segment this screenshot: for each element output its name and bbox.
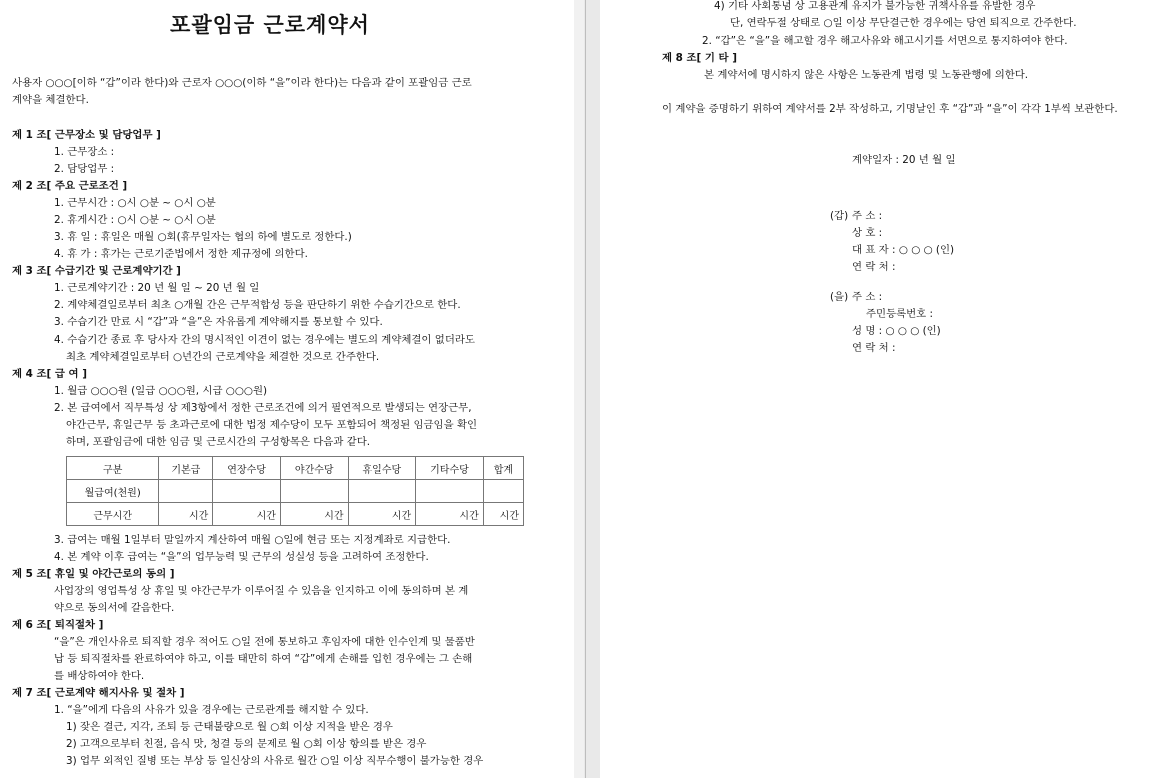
table-header-cell: 합계	[483, 457, 523, 480]
table-cell[interactable]	[159, 480, 213, 503]
article-7-subitem-4-cont: 단, 연락두절 상태로 ○일 이상 무단결근한 경우에는 당연 퇴직으로 간주한다.	[730, 17, 1077, 29]
article-6-heading: 제 6 조[ 퇴직절차 ]	[12, 619, 104, 631]
article-8-text: 본 계약서에 명시하지 않은 사항은 노동관계 법령 및 노동관행에 의한다.	[704, 69, 1029, 81]
table-cell-unit[interactable]: 시간	[348, 503, 416, 526]
party-b-resident-number: 주민등록번호 :	[866, 308, 934, 320]
article-6-text-2: 납 등 퇴직절차를 완료하여야 하고, 이를 태만히 하여 “갑”에게 손해를 입힌 경우에는 그 손해	[54, 653, 473, 665]
table-cell-unit[interactable]: 시간	[213, 503, 281, 526]
article-1-item-1: 1. 근무장소 :	[54, 146, 115, 158]
article-5-heading: 제 5 조[ 휴일 및 야간근로의 동의 ]	[12, 568, 175, 580]
table-cell[interactable]	[483, 480, 523, 503]
table-header-cell: 연장수당	[213, 457, 281, 480]
article-7-subitem-1: 1) 잦은 결근, 지각, 조퇴 등 근태불량으로 월 ○회 이상 지적을 받은 경우	[66, 721, 393, 733]
article-4-item-1: 1. 월급 ○○○원 (일급 ○○○원, 시급 ○○○원)	[54, 385, 268, 397]
article-5-text-2: 약으로 동의서에 갈음한다.	[54, 602, 175, 614]
article-1-item-2: 2. 담당업무 :	[54, 163, 115, 175]
table-header-cell: 구분	[67, 457, 159, 480]
wage-composition-table	[66, 456, 524, 526]
article-6-text-1: “을”은 개인사유로 퇴직할 경우 적어도 ○일 전에 통보하고 후임자에 대한 인수인계 및 물품반	[54, 636, 475, 648]
table-header-cell: 야간수당	[280, 457, 348, 480]
table-cell[interactable]	[416, 480, 484, 503]
table-header-cell: 기타수당	[416, 457, 484, 480]
article-3-item-1: 1. 근로계약기간 : 20 년 월 일 ~ 20 년 월 일	[54, 282, 260, 294]
article-4-heading: 제 4 조[ 급 여 ]	[12, 368, 87, 380]
party-a-label: (갑)	[830, 210, 849, 222]
article-2-item-1: 1. 근무시간 : ○시 ○분 ~ ○시 ○분	[54, 197, 216, 209]
article-3-item-4-cont: 최초 계약체결일로부터 ○년간의 근로계약을 체결한 것으로 간주한다.	[66, 351, 380, 363]
party-a-address: 주 소 :	[852, 210, 883, 222]
article-3-item-2: 2. 계약체결일로부터 최초 ○개월 간은 근무적합성 등을 판단하기 위한 수습기간으로 한다.	[54, 299, 461, 311]
article-2-heading: 제 2 조[ 주요 근로조건 ]	[12, 180, 128, 192]
article-4-item-4: 4. 본 계약 이후 급여는 “을”의 업무능력 및 근무의 성실성 등을 고려하여 조정한다.	[54, 551, 429, 563]
article-4-item-2-cont-1: 야간근무, 휴일근무 등 초과근로에 대한 법정 제수당이 모두 포함되어 책정된 임금임을 확인	[66, 419, 478, 431]
table-header-cell: 휴일수당	[348, 457, 416, 480]
table-cell-unit[interactable]: 시간	[483, 503, 523, 526]
article-7-subitem-2: 2) 고객으로부터 친절, 음식 맛, 청결 등의 문제로 월 ○회 이상 항의를 받은 경우	[66, 738, 427, 750]
left-page-scrollbar[interactable]	[574, 0, 584, 778]
party-b-contact: 연 락 처 :	[852, 342, 896, 354]
article-3-heading: 제 3 조[ 수급기간 및 근로계약기간 ]	[12, 265, 181, 277]
article-8-heading: 제 8 조[ 기 타 ]	[662, 52, 737, 64]
party-a-contact: 연 락 처 :	[852, 261, 896, 273]
article-7-subitem-4: 4) 기타 사회통념 상 고용관계 유지가 불가능한 귀책사유를 유발한 경우	[714, 0, 1036, 12]
article-7-subitem-3: 3) 업무 외적인 질병 또는 부상 등 일신상의 사유로 월간 ○일 이상 직무수행이 불가능한 경우	[66, 755, 484, 767]
party-a-representative: 대 표 자 : ○ ○ ○ (인)	[852, 244, 955, 256]
article-7-item-2: 2. “갑”은 “을”을 해고할 경우 해고사유와 해고시기를 서면으로 통지하여야 한다.	[702, 35, 1068, 47]
closing-statement: 이 계약을 증명하기 위하여 계약서를 2부 작성하고, 기명날인 후 “갑”과 “을”이 각각 1부씩 보관한다.	[662, 103, 1118, 115]
article-2-item-3: 3. 휴 일 : 휴일은 매월 ○회(휴무일자는 협의 하에 별도로 정한다.)	[54, 231, 352, 243]
intro-line-1: 사용자 ○○○[이하 “갑”이라 한다)와 근로자 ○○○(이하 “을”이라 한다)는 다음과 같이 포괄임금 근로	[12, 77, 472, 89]
table-header-row	[67, 457, 524, 480]
article-4-item-3: 3. 급여는 매월 1일부터 말일까지 계산하여 매월 ○일에 현금 또는 지정계좌로 지급한다.	[54, 534, 451, 546]
document-page-left	[0, 0, 574, 778]
table-header-cell: 기본급	[159, 457, 213, 480]
party-b-name: 성 명 : ○ ○ ○ (인)	[852, 325, 941, 337]
table-cell[interactable]	[280, 480, 348, 503]
article-6-text-3: 를 배상하여야 한다.	[54, 670, 145, 682]
article-7-heading: 제 7 조[ 근로계약 해지사유 및 절차 ]	[12, 687, 185, 699]
table-row-label: 근무시간	[67, 503, 159, 526]
table-row-label: 월급여(천원)	[67, 480, 159, 503]
article-4-item-2: 2. 본 급여에서 직무특성 상 제3항에서 정한 근로조건에 의거 필연적으로 발생되는 연장근무,	[54, 402, 472, 414]
page-divider	[585, 0, 586, 778]
article-2-item-2: 2. 휴게시간 : ○시 ○분 ~ ○시 ○분	[54, 214, 216, 226]
article-2-item-4: 4. 휴 가 : 휴가는 근로기준법에서 정한 제규정에 의한다.	[54, 248, 308, 260]
article-3-item-3: 3. 수습기간 만료 시 “갑”과 “을”은 자유롭게 계약해지를 통보할 수 있다.	[54, 316, 383, 328]
document-title: 포괄임금 근로계약서	[170, 13, 370, 37]
article-4-item-2-cont-2: 하며, 포괄임금에 대한 임금 및 근로시간의 구성항목은 다음과 같다.	[66, 436, 371, 448]
article-7-item-1: 1. “을”에게 다음의 사유가 있을 경우에는 근로관계를 해지할 수 있다.	[54, 704, 369, 716]
intro-line-2: 계약을 체결한다.	[12, 94, 89, 106]
table-cell[interactable]	[213, 480, 281, 503]
table-row	[67, 503, 524, 526]
table-cell-unit[interactable]: 시간	[416, 503, 484, 526]
table-cell[interactable]	[348, 480, 416, 503]
article-5-text-1: 사업장의 영업특성 상 휴일 및 야간근무가 이루어질 수 있음을 인지하고 이에 동의하며 본 계	[54, 585, 469, 597]
party-b-address: 주 소 :	[852, 291, 883, 303]
party-b-label: (을)	[830, 291, 849, 303]
document-page-right	[600, 0, 1171, 778]
contract-date: 계약일자 : 20 년 월 일	[852, 154, 956, 166]
party-a-company: 상 호 :	[852, 227, 883, 239]
article-3-item-4: 4. 수습기간 종료 후 당사자 간의 명시적인 이견이 없는 경우에는 별도의 계약체결이 없더라도	[54, 334, 475, 346]
article-1-heading: 제 1 조[ 근무장소 및 담당업무 ]	[12, 129, 161, 141]
table-cell-unit[interactable]: 시간	[280, 503, 348, 526]
table-cell-unit[interactable]: 시간	[159, 503, 213, 526]
table-row	[67, 480, 524, 503]
